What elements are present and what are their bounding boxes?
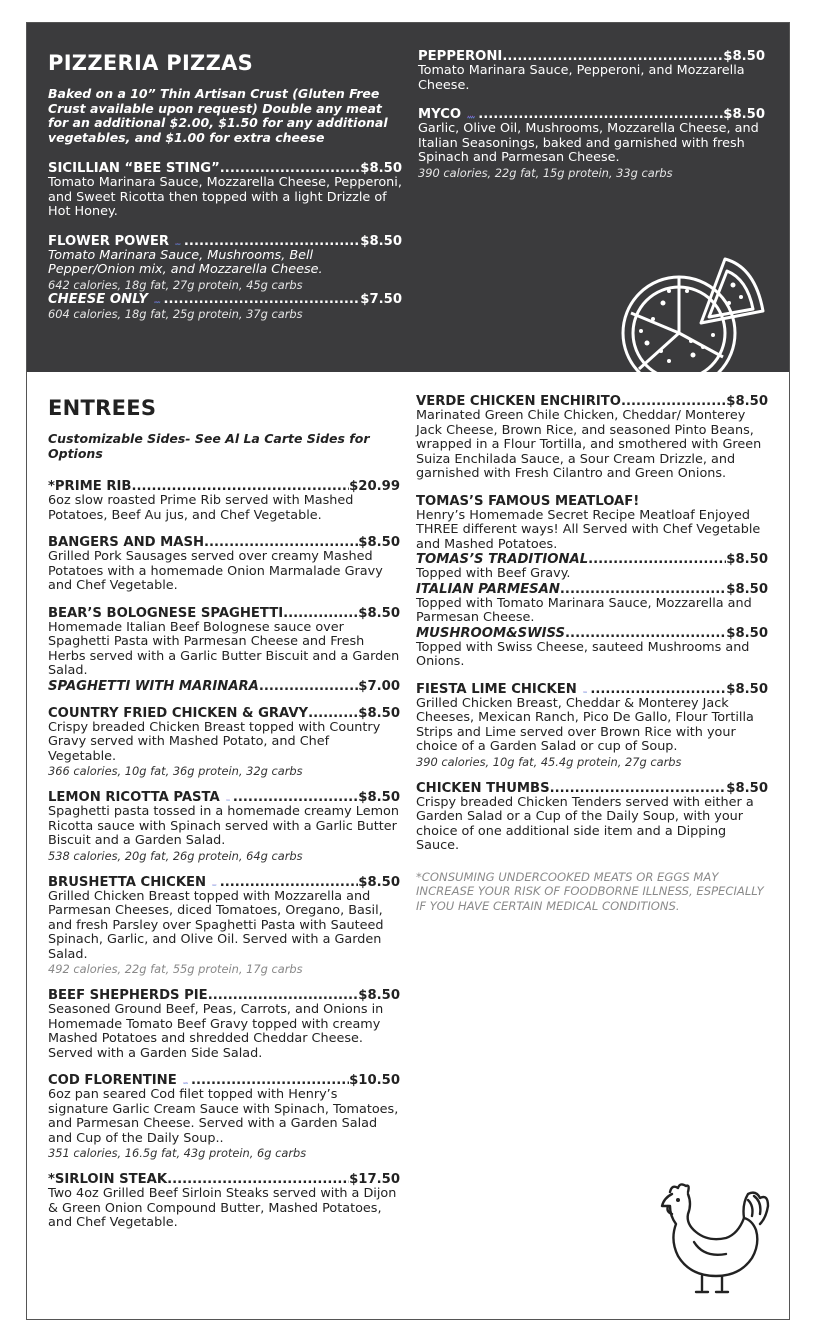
menu-item <box>48 706 400 779</box>
item-description: Crispy breaded Chicken Tenders served with either a Garden Salad or a Cup of the Daily Soup, with your choice of one additional side item and a Dipping Sauce. <box>416 794 754 853</box>
item-nutrition: 366 calories, 10g fat, 36g protein, 32g carbs <box>48 764 303 778</box>
entrees-left-column <box>48 396 400 1243</box>
item-price: $8.50 <box>726 681 768 697</box>
item-name: *PRIME RIB <box>48 479 132 494</box>
menu-item <box>416 781 768 854</box>
item-price: $8.50 <box>358 705 400 721</box>
menu-item <box>416 494 768 670</box>
dot-leader <box>550 781 727 796</box>
dot-leader <box>502 49 723 64</box>
menu-item <box>48 875 400 977</box>
entrees-right-column <box>416 394 768 913</box>
item-price: $8.50 <box>358 535 400 550</box>
item-description: Crispy breaded Chicken Breast topped with Country Gravy served with Mashed Potato, and Chef Vegetable. <box>48 719 381 764</box>
item-price: $8.50 <box>358 790 400 805</box>
item-description: Grilled Chicken Breast topped with Mozzarella and Parmesan Cheeses, diced Tomatoes, Oregano, Basil, and fresh Parsley over Spaghetti Pasta with Sauteed Spinach, Garlic, and Olive Oil. Served with a Garden Salad. <box>48 888 384 962</box>
item-name: SICILLIAN “BEE STING” <box>48 161 220 176</box>
item-price: $8.50 <box>358 874 400 890</box>
dot-leader <box>478 107 723 122</box>
item-variant-price: $8.50 <box>726 625 768 641</box>
entrees-section-title: ENTREES <box>48 396 157 420</box>
menu-item <box>48 1172 400 1231</box>
item-variant-name: MUSHROOM&SWISS <box>416 625 566 641</box>
item-nutrition: 351 calories, 16.5g fat, 43g protein, 6g carbs <box>48 1146 307 1160</box>
item-price: $8.50 <box>723 107 765 122</box>
pizza-right-column <box>418 49 765 192</box>
item-description: Grilled Chicken Breast, Cheddar & Monterey Jack Cheeses, Mexican Ranch, Pico De Gallo, Flour Tortilla Strips and Lime served over Brown Rice with your choice of a Garden Salad or cup of Soup. <box>416 695 754 754</box>
item-price: $7.50 <box>360 291 402 307</box>
item-description: Two 4oz Grilled Beef Sirloin Steaks served with a Dijon & Green Onion Compound Butter, Mashed Potatoes, and Chef Vegetable. <box>48 1186 397 1230</box>
item-price: $10.50 <box>349 1073 400 1088</box>
entrees-intro: Customizable Sides- See Al La Carte Sides for Options <box>48 431 370 461</box>
item-name: VERDE CHICKEN ENCHIRITO <box>416 394 622 409</box>
item-variant-name: TOMAS’S TRADITIONAL <box>416 552 589 567</box>
item-description: Tomato Marinara Sauce, Mushrooms, Bell Pepper/Onion mix, and Mozzarella Cheese. <box>48 247 323 277</box>
dot-leader <box>220 161 360 176</box>
item-name: BRUSHETTA CHICKEN <box>48 874 207 890</box>
dot-leader <box>621 394 726 409</box>
dot-leader <box>565 626 726 641</box>
dot-leader <box>590 682 726 697</box>
item-price: $8.50 <box>726 780 768 796</box>
item-variant-description: Topped with Tomato Marinara Sauce, Mozzarella and Parmesan Cheese. <box>416 595 752 625</box>
item-name: BEEF SHEPHERDS PIE <box>48 988 208 1003</box>
menu-item <box>416 682 768 769</box>
item-description: Tomato Marinara Sauce, Mozzarella Cheese, Pepperoni, and Sweet Ricotta then topped with a light Drizzle of Hot Honey. <box>48 175 402 219</box>
item-price: $17.50 <box>349 1172 400 1187</box>
menu-item <box>418 49 765 93</box>
item-description: Seasoned Ground Beef, Peas, Carrots, and Onions in Homemade Tomato Beef Gravy topped with creamy Mashed Potatoes and shredded Cheddar Cheese. Served with a Garden Side Salad. <box>48 1002 384 1061</box>
item-name: LEMON RICOTTA PASTA <box>48 790 220 805</box>
item-name: BEAR’S BOLOGNESE SPAGHETTI <box>48 605 284 621</box>
item-name: COUNTRY FRIED CHICKEN & GRAVY <box>48 705 309 721</box>
healthy-choice-squiggle-icon <box>583 687 588 697</box>
menu-item <box>48 234 402 292</box>
item-description: Homemade Italian Beef Bolognese sauce over Spaghetti Pasta with Parmesan Cheese and Fresh Herbs served with a Garlic Butter Biscuit and a Garden Salad. <box>48 619 400 678</box>
item-name: FIESTA LIME CHICKEN <box>416 681 577 697</box>
healthy-choice-squiggle-icon <box>212 880 217 890</box>
pizza-intro: Baked on a 10” Thin Artisan Crust (Gluten Free Crust available upon request) Double any meat for an additional $2.00, $1.50 for any additional vegetables, and $1.00 for extra cheese <box>48 86 388 145</box>
item-description: Marinated Green Chile Chicken, Cheddar/ Monterey Jack Cheese, Brown Rice, and seasoned Pinto Beans, wrapped in a Flour Tortilla, and smothered with Green Suiza Enchilada Sauce, a Sour Cream Drizzle, and garnished with Fresh Cilantro and Green Onions. <box>416 408 762 481</box>
dot-leader <box>560 582 726 597</box>
item-name: MYCO <box>418 107 462 122</box>
dot-leader <box>164 292 361 307</box>
item-name: BANGERS AND MASH <box>48 535 205 550</box>
item-name: CHICKEN THUMBS <box>416 780 550 796</box>
item-price: $8.50 <box>726 394 768 409</box>
item-name: CHEESE ONLY <box>48 291 148 307</box>
healthy-choice-squiggle-icon <box>175 239 181 249</box>
dot-leader <box>131 479 349 494</box>
item-variant-price: $8.50 <box>726 552 768 567</box>
item-price: $8.50 <box>358 605 400 621</box>
item-price: $20.99 <box>349 479 400 494</box>
dot-leader <box>220 875 359 890</box>
item-price: $8.50 <box>358 988 400 1003</box>
item-variant-price: $7.00 <box>358 678 400 694</box>
item-name: PEPPERONI <box>418 49 503 64</box>
item-variant-name: SPAGHETTI WITH MARINARA <box>48 678 259 694</box>
item-variant-description: Topped with Swiss Cheese, sauteed Mushrooms and Onions. <box>416 639 750 669</box>
item-description: Grilled Pork Sausages served over creamy Mashed Potatoes with a homemade Onion Marmalade Gravy and Chef Vegetable. <box>48 549 383 593</box>
dot-leader <box>588 552 726 567</box>
item-nutrition: 492 calories, 22g fat, 55g protein, 17g carbs <box>48 962 303 976</box>
item-nutrition: 538 calories, 20g fat, 26g protein, 64g carbs <box>48 848 303 863</box>
item-nutrition: 390 calories, 10g fat, 45.4g protein, 27g carbs <box>416 754 682 769</box>
dot-leader <box>184 234 360 249</box>
item-variant-name: ITALIAN PARMESAN <box>416 581 560 597</box>
pizza-icon <box>617 251 767 373</box>
dot-leader <box>191 1073 349 1088</box>
dot-leader <box>208 988 359 1003</box>
pizza-left-column <box>48 51 402 333</box>
item-name: COD FLORENTINE <box>48 1073 177 1088</box>
menu-item <box>48 161 402 220</box>
item-price: $8.50 <box>723 49 765 64</box>
chicken-icon <box>656 1180 772 1298</box>
item-description: Henry’s Homemade Secret Recipe Meatloaf Enjoyed THREE different ways! All Served with Chef Vegetable and Mashed Potatoes. <box>416 507 761 552</box>
item-name: FLOWER POWER <box>48 233 170 249</box>
healthy-choice-squiggle-icon <box>154 297 161 307</box>
item-name: *SIRLOIN STEAK <box>48 1172 168 1187</box>
item-description: Spaghetti pasta tossed in a homemade creamy Lemon Ricotta sauce with Spinach served with a Garlic Butter Biscuit and a Garden Salad. <box>48 804 399 848</box>
dot-leader <box>167 1172 349 1187</box>
item-variant-description: Topped with Beef Gravy. <box>416 566 571 581</box>
dot-leader <box>204 535 358 550</box>
item-description: Garlic, Olive Oil, Mushrooms, Mozzarella Cheese, and Italian Seasonings, baked and garnished with fresh Spinach and Parmesan Cheese. <box>418 121 759 165</box>
pizza-section-title: PIZZERIA PIZZAS <box>48 51 254 75</box>
dot-leader <box>283 606 358 621</box>
menu-item <box>48 535 400 594</box>
item-description: 6oz pan seared Cod filet topped with Henry’s signature Garlic Cream Sauce with Spinach, Tomatoes, and Parmesan Cheese. Served with a Garden Salad and Cup of the Daily Soup.. <box>48 1087 399 1146</box>
item-nutrition: 604 calories, 18g fat, 25g protein, 37g carbs <box>48 306 303 321</box>
dot-leader <box>308 706 358 721</box>
menu-item <box>48 790 400 863</box>
menu-item <box>48 479 400 523</box>
menu-item <box>48 988 400 1061</box>
menu-item <box>418 107 765 180</box>
item-description: 6oz slow roasted Prime Rib served with Mashed Potatoes, Beef Au jus, and Chef Vegetable. <box>48 493 354 523</box>
item-variant-price: $8.50 <box>726 581 768 597</box>
item-price: $8.50 <box>360 233 402 249</box>
item-nutrition: 390 calories, 22g fat, 15g protein, 33g carbs <box>418 165 673 180</box>
dot-leader <box>233 790 358 805</box>
item-price: $8.50 <box>360 161 402 176</box>
menu-item <box>48 1073 400 1160</box>
item-nutrition: 642 calories, 18g fat, 27g protein, 45g carbs <box>48 277 303 292</box>
item-description: Tomato Marinara Sauce, Pepperoni, and Mozzarella Cheese. <box>418 63 745 93</box>
item-name: TOMAS’S FAMOUS MEATLOAF! <box>416 493 640 509</box>
food-safety-disclaimer: *CONSUMING UNDERCOOKED MEATS OR EGGS MAY INCREASE YOUR RISK OF FOODBORNE ILLNESS, ESPECIALLY IF YOU HAVE CERTAIN MEDICAL CONDITIONS. <box>416 869 764 913</box>
menu-item <box>48 606 400 694</box>
menu-item <box>48 292 402 321</box>
dot-leader <box>259 679 358 694</box>
menu-item <box>416 394 768 482</box>
pizza-section <box>27 23 789 372</box>
